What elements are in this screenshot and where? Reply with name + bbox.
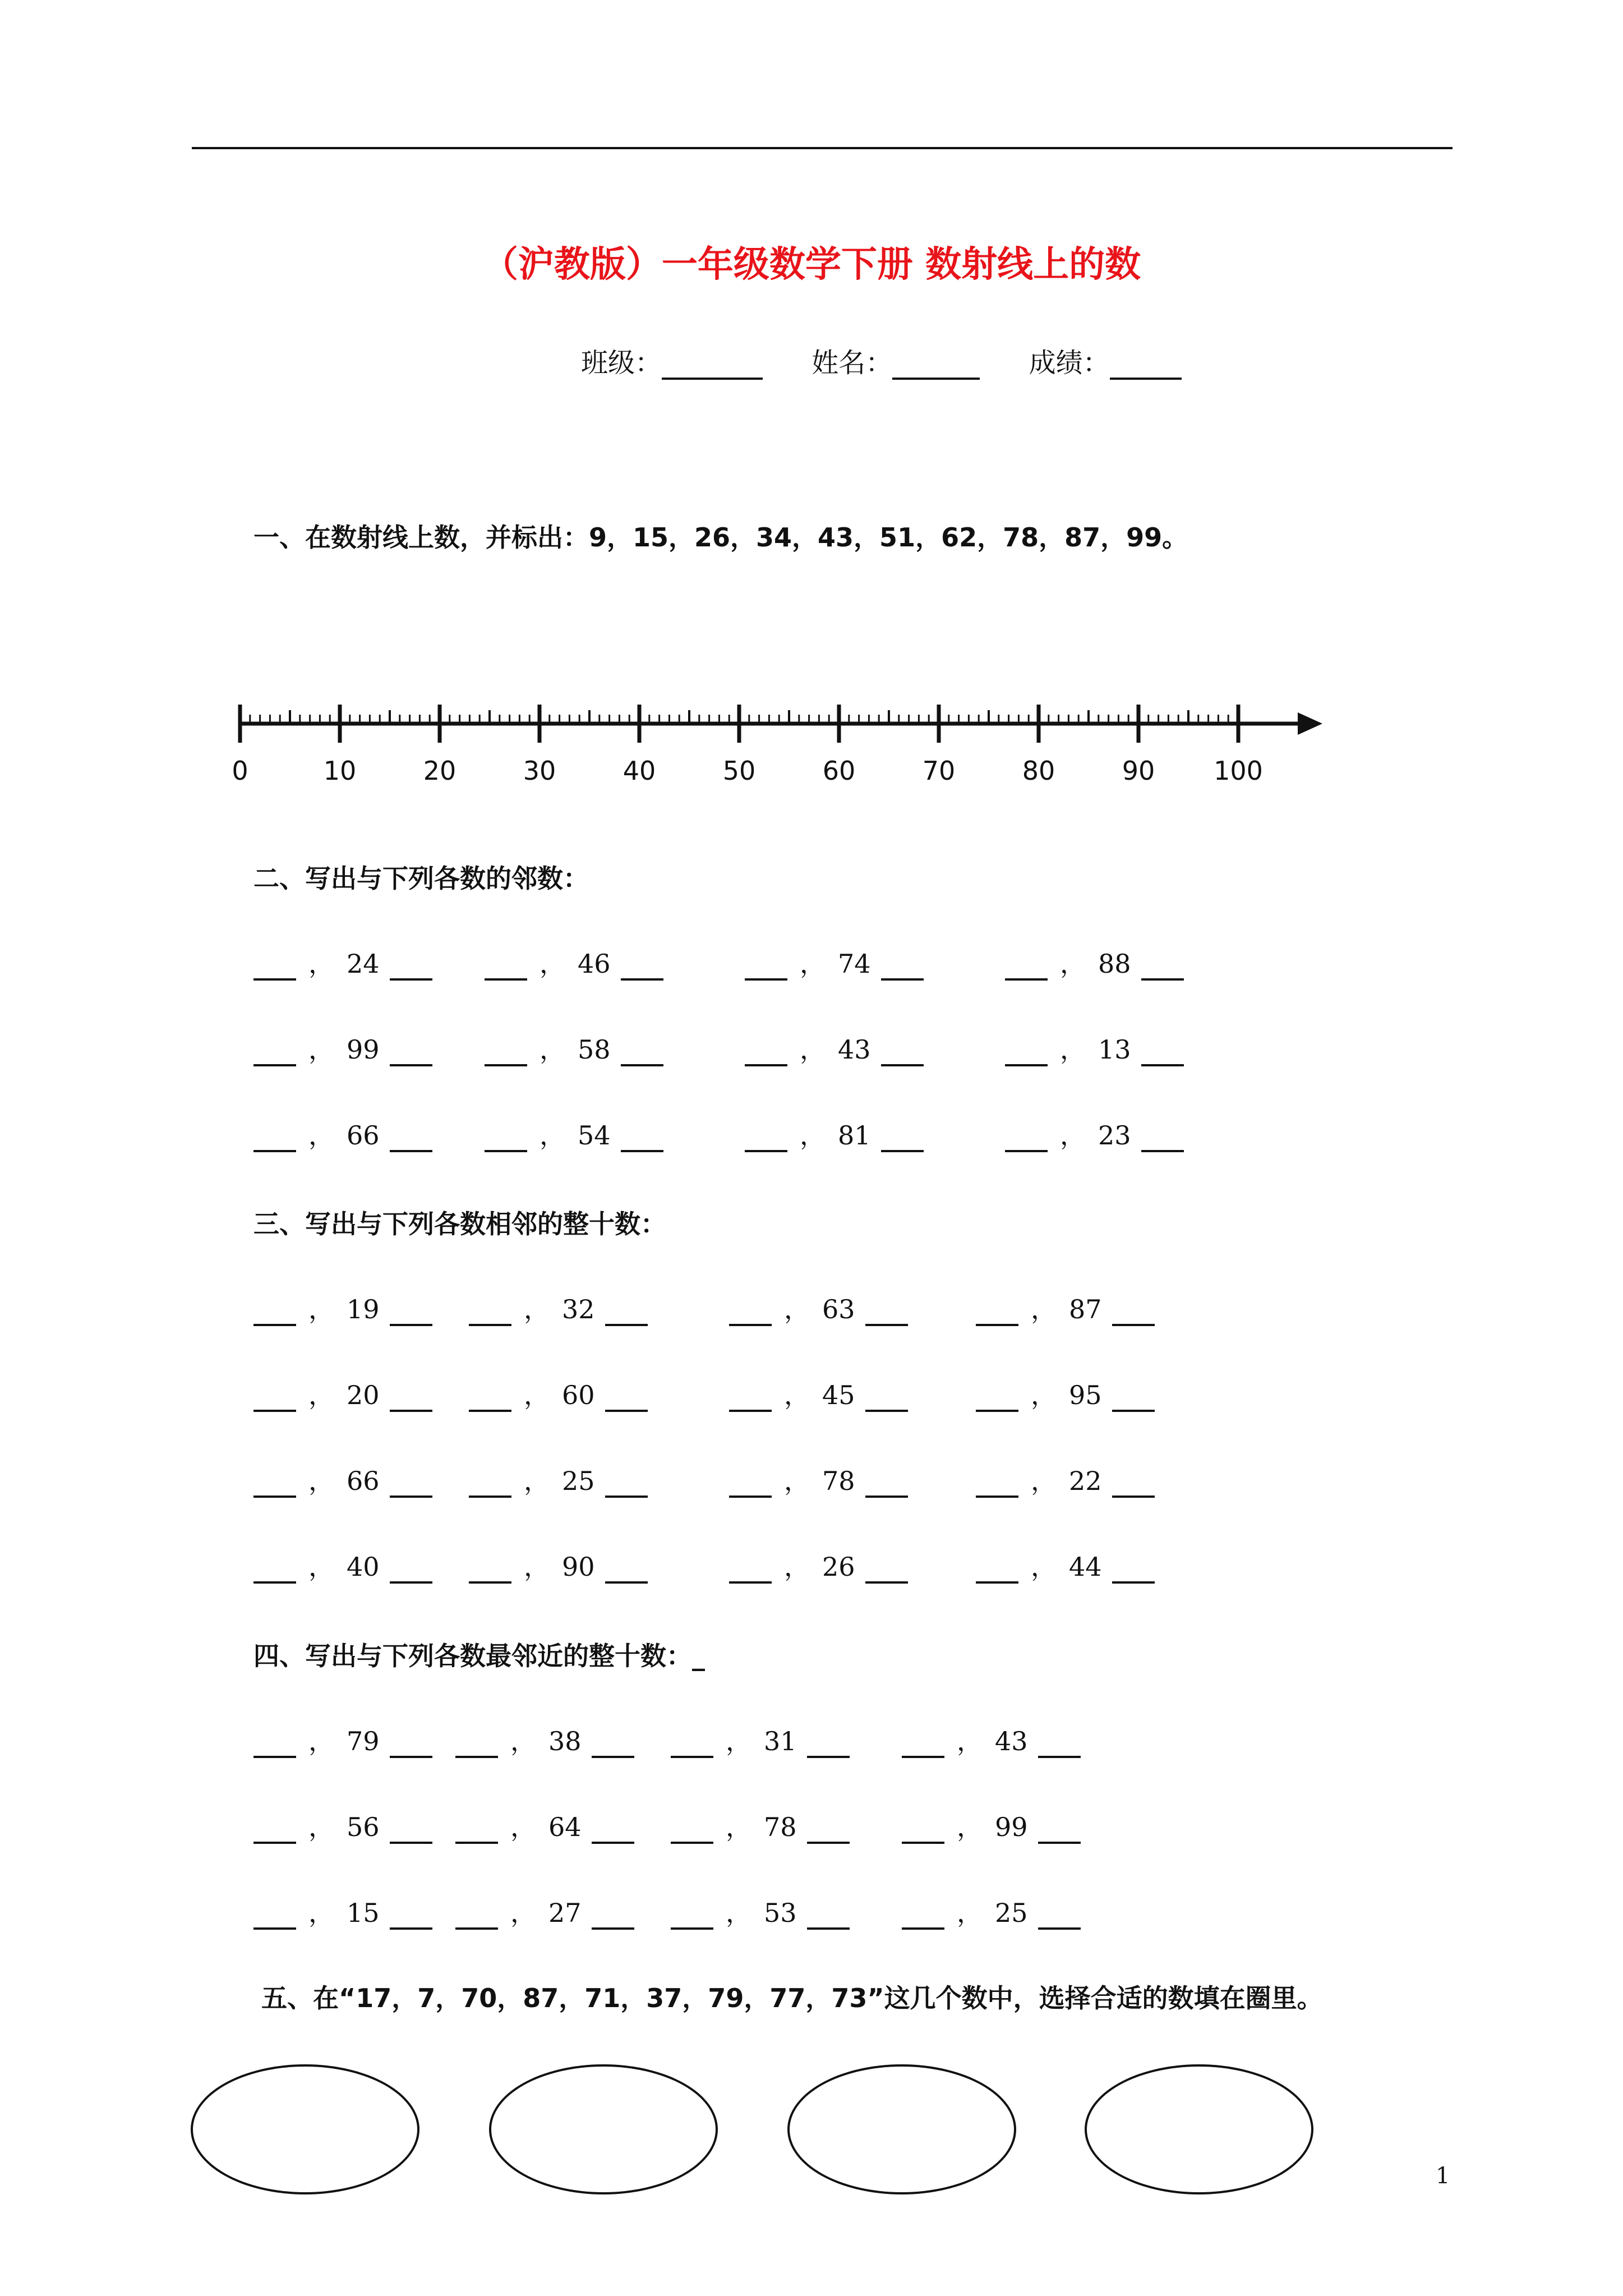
comma: ， bbox=[726, 1898, 751, 1928]
given-number: 25 bbox=[562, 1466, 595, 1496]
exercise-item bbox=[1005, 1029, 1184, 1066]
exercise-item bbox=[671, 1893, 850, 1930]
answer-blank[interactable] bbox=[729, 1470, 772, 1498]
answer-blank[interactable] bbox=[485, 953, 527, 981]
comma: ， bbox=[308, 1120, 334, 1151]
answer-blank[interactable] bbox=[469, 1470, 511, 1498]
exercise-item bbox=[729, 1289, 908, 1326]
exercise-item bbox=[745, 944, 924, 981]
answer-blank[interactable] bbox=[745, 1124, 787, 1152]
answer-blank[interactable] bbox=[390, 1298, 432, 1326]
number-line-label: 70 bbox=[922, 756, 956, 785]
page-number: 1 bbox=[1436, 2163, 1450, 2189]
given-number: 58 bbox=[578, 1034, 611, 1065]
answer-blank[interactable] bbox=[1112, 1384, 1155, 1412]
exercise-item bbox=[485, 1029, 663, 1066]
number-line-label: 30 bbox=[523, 756, 556, 785]
number-line bbox=[224, 696, 1346, 785]
given-number: 38 bbox=[548, 1726, 582, 1756]
comma: ， bbox=[800, 1120, 826, 1151]
section3-heading: 三、写出与下列各数相邻的整十数： bbox=[253, 1209, 666, 1239]
exercise-item bbox=[745, 1029, 924, 1066]
comma: ， bbox=[308, 1552, 334, 1582]
header-rule bbox=[192, 147, 1453, 149]
answer-blank[interactable] bbox=[729, 1298, 772, 1326]
answer-blank[interactable] bbox=[605, 1384, 648, 1412]
given-number: 78 bbox=[822, 1466, 855, 1496]
answer-blank[interactable] bbox=[253, 1902, 296, 1930]
exercise-item bbox=[1005, 944, 1184, 981]
answer-circle[interactable] bbox=[1085, 2064, 1313, 2194]
answer-blank[interactable] bbox=[881, 1038, 924, 1066]
number-line-label: 50 bbox=[722, 756, 756, 785]
name-blank[interactable] bbox=[892, 351, 980, 380]
answer-blank[interactable] bbox=[390, 1384, 432, 1412]
comma: ， bbox=[726, 1726, 751, 1756]
given-number: 13 bbox=[1098, 1034, 1131, 1065]
number-line-arrow bbox=[1298, 712, 1322, 735]
given-number: 56 bbox=[347, 1812, 380, 1842]
comma: ， bbox=[540, 1034, 565, 1065]
exercise-item bbox=[976, 1289, 1155, 1326]
answer-blank[interactable] bbox=[390, 1124, 432, 1152]
answer-blank[interactable] bbox=[865, 1470, 908, 1498]
given-number: 87 bbox=[1069, 1294, 1102, 1324]
exercise-item bbox=[902, 1721, 1081, 1758]
section4-heading: 四、写出与下列各数最邻近的整十数：_ bbox=[253, 1641, 705, 1671]
answer-blank[interactable] bbox=[592, 1816, 634, 1844]
comma: ， bbox=[784, 1294, 810, 1324]
answer-blank[interactable] bbox=[605, 1556, 648, 1584]
given-number: 19 bbox=[347, 1294, 380, 1324]
comma: ， bbox=[308, 1034, 334, 1065]
answer-blank[interactable] bbox=[729, 1556, 772, 1584]
answer-blank[interactable] bbox=[390, 1470, 432, 1498]
given-number: 27 bbox=[548, 1898, 582, 1928]
comma: ， bbox=[800, 949, 826, 979]
answer-blank[interactable] bbox=[253, 1298, 296, 1326]
given-number: 66 bbox=[347, 1466, 380, 1496]
answer-blank[interactable] bbox=[390, 1902, 432, 1930]
comma: ， bbox=[540, 1120, 565, 1151]
name-field bbox=[811, 341, 980, 380]
answer-blank[interactable] bbox=[390, 1038, 432, 1066]
section5-heading: 五、在“17，7，70，87，71，37，79，77，73”这几个数中，选择合适的数填在圈里。 bbox=[261, 1983, 1323, 2013]
answer-blank[interactable] bbox=[253, 1470, 296, 1498]
comma: ， bbox=[784, 1552, 810, 1582]
given-number: 15 bbox=[347, 1898, 380, 1928]
comma: ， bbox=[308, 1898, 334, 1928]
comma: ， bbox=[510, 1726, 536, 1756]
answer-blank[interactable] bbox=[881, 1124, 924, 1152]
comma: ， bbox=[1060, 1034, 1086, 1065]
answer-blank[interactable] bbox=[729, 1384, 772, 1412]
comma: ， bbox=[1031, 1552, 1057, 1582]
exercise-item bbox=[253, 1115, 432, 1152]
number-line-label: 20 bbox=[423, 756, 457, 785]
answer-blank[interactable] bbox=[1112, 1470, 1155, 1498]
answer-blank[interactable] bbox=[976, 1298, 1018, 1326]
section2-heading: 二、写出与下列各数的邻数： bbox=[253, 863, 589, 894]
answer-blank[interactable] bbox=[807, 1730, 850, 1758]
comma: ， bbox=[524, 1294, 550, 1324]
answer-blank[interactable] bbox=[902, 1816, 944, 1844]
given-number: 43 bbox=[995, 1726, 1028, 1756]
answer-blank[interactable] bbox=[902, 1730, 944, 1758]
given-number: 31 bbox=[764, 1726, 797, 1756]
answer-blank[interactable] bbox=[1141, 953, 1184, 981]
answer-blank[interactable] bbox=[865, 1556, 908, 1584]
comma: ， bbox=[540, 949, 565, 979]
answer-blank[interactable] bbox=[1005, 1038, 1048, 1066]
exercise-item bbox=[902, 1807, 1081, 1844]
answer-blank[interactable] bbox=[621, 953, 663, 981]
answer-circle[interactable] bbox=[489, 2064, 718, 2194]
given-number: 45 bbox=[822, 1380, 855, 1410]
exercise-item bbox=[976, 1461, 1155, 1498]
comma: ， bbox=[957, 1726, 983, 1756]
answer-blank[interactable] bbox=[390, 953, 432, 981]
answer-blank[interactable] bbox=[865, 1298, 908, 1326]
number-line-label: 100 bbox=[1214, 756, 1263, 785]
page-title: （沪教版）一年级数学下册 数射线上的数 bbox=[482, 244, 1141, 286]
given-number: 66 bbox=[347, 1120, 380, 1151]
given-number: 32 bbox=[562, 1294, 595, 1324]
name-label: 姓名： bbox=[811, 347, 893, 379]
answer-blank[interactable] bbox=[253, 1038, 296, 1066]
answer-blank[interactable] bbox=[745, 1038, 787, 1066]
comma: ， bbox=[726, 1812, 751, 1842]
answer-blank[interactable] bbox=[976, 1470, 1018, 1498]
class-label: 班级： bbox=[581, 347, 662, 379]
answer-blank[interactable] bbox=[605, 1470, 648, 1498]
answer-blank[interactable] bbox=[253, 1124, 296, 1152]
answer-blank[interactable] bbox=[1038, 1730, 1081, 1758]
number-line-label: 0 bbox=[232, 756, 248, 785]
given-number: 90 bbox=[562, 1552, 595, 1582]
comma: ， bbox=[1031, 1466, 1057, 1496]
exercise-item bbox=[253, 1029, 432, 1066]
given-number: 26 bbox=[822, 1552, 855, 1582]
student-info bbox=[581, 341, 1222, 380]
answer-blank[interactable] bbox=[390, 1556, 432, 1584]
answer-blank[interactable] bbox=[605, 1298, 648, 1326]
section1-heading: 一、在数射线上数，并标出：9，15，26，34，43，51，62，78，87，99。 bbox=[253, 522, 1188, 553]
answer-blank[interactable] bbox=[455, 1730, 498, 1758]
exercise-item bbox=[253, 1461, 432, 1498]
exercise-item bbox=[745, 1115, 924, 1152]
answer-blank[interactable] bbox=[976, 1556, 1018, 1584]
answer-blank[interactable] bbox=[745, 953, 787, 981]
answer-blank[interactable] bbox=[902, 1902, 944, 1930]
comma: ， bbox=[308, 1466, 334, 1496]
exercise-item bbox=[253, 1547, 432, 1584]
exercise-item bbox=[729, 1547, 908, 1584]
exercise-item bbox=[469, 1375, 648, 1412]
class-blank[interactable] bbox=[662, 351, 763, 380]
answer-blank[interactable] bbox=[469, 1556, 511, 1584]
answer-blank[interactable] bbox=[592, 1902, 634, 1930]
given-number: 43 bbox=[838, 1034, 871, 1065]
comma: ， bbox=[784, 1466, 810, 1496]
given-number: 63 bbox=[822, 1294, 855, 1324]
answer-circle[interactable] bbox=[787, 2064, 1016, 2194]
answer-blank[interactable] bbox=[671, 1730, 713, 1758]
given-number: 81 bbox=[838, 1120, 871, 1151]
given-number: 88 bbox=[1098, 949, 1131, 979]
exercise-item bbox=[976, 1547, 1155, 1584]
answer-blank[interactable] bbox=[253, 1384, 296, 1412]
exercise-item bbox=[253, 944, 432, 981]
answer-blank[interactable] bbox=[253, 1556, 296, 1584]
class-field bbox=[581, 341, 763, 380]
given-number: 23 bbox=[1098, 1120, 1131, 1151]
score-label: 成绩： bbox=[1029, 347, 1110, 379]
answer-blank[interactable] bbox=[592, 1730, 634, 1758]
comma: ， bbox=[800, 1034, 826, 1065]
exercise-item bbox=[671, 1807, 850, 1844]
answer-blank[interactable] bbox=[1112, 1556, 1155, 1584]
exercise-item bbox=[671, 1721, 850, 1758]
comma: ， bbox=[1060, 949, 1086, 979]
exercise-item bbox=[253, 1893, 432, 1930]
number-line-label: 90 bbox=[1122, 756, 1155, 785]
number-line-label: 10 bbox=[323, 756, 357, 785]
answer-blank[interactable] bbox=[390, 1816, 432, 1844]
comma: ， bbox=[524, 1552, 550, 1582]
exercise-item bbox=[253, 1721, 432, 1758]
given-number: 99 bbox=[995, 1812, 1028, 1842]
comma: ， bbox=[957, 1898, 983, 1928]
comma: ， bbox=[308, 1294, 334, 1324]
answer-blank[interactable] bbox=[671, 1902, 713, 1930]
given-number: 46 bbox=[578, 949, 611, 979]
comma: ， bbox=[784, 1380, 810, 1410]
answer-blank[interactable] bbox=[1038, 1816, 1081, 1844]
exercise-item bbox=[902, 1893, 1081, 1930]
given-number: 25 bbox=[995, 1898, 1028, 1928]
comma: ， bbox=[308, 1812, 334, 1842]
answer-blank[interactable] bbox=[807, 1816, 850, 1844]
exercise-item bbox=[729, 1461, 908, 1498]
answer-circles bbox=[191, 2064, 1324, 2199]
comma: ， bbox=[524, 1466, 550, 1496]
answer-blank[interactable] bbox=[253, 953, 296, 981]
exercise-item bbox=[455, 1807, 634, 1844]
given-number: 78 bbox=[764, 1812, 797, 1842]
given-number: 20 bbox=[347, 1380, 380, 1410]
exercise-item bbox=[469, 1547, 648, 1584]
answer-blank[interactable] bbox=[807, 1902, 850, 1930]
exercise-item bbox=[485, 1115, 663, 1152]
comma: ， bbox=[308, 1380, 334, 1410]
answer-blank[interactable] bbox=[671, 1816, 713, 1844]
comma: ， bbox=[524, 1380, 550, 1410]
exercise-item bbox=[485, 944, 663, 981]
given-number: 54 bbox=[578, 1120, 611, 1151]
given-number: 44 bbox=[1069, 1552, 1102, 1582]
exercise-item bbox=[253, 1375, 432, 1412]
answer-blank[interactable] bbox=[455, 1902, 498, 1930]
exercise-item bbox=[469, 1289, 648, 1326]
exercise-item bbox=[729, 1375, 908, 1412]
score-blank[interactable] bbox=[1110, 351, 1182, 380]
exercise-item bbox=[253, 1289, 432, 1326]
given-number: 53 bbox=[764, 1898, 797, 1928]
answer-blank[interactable] bbox=[485, 1124, 527, 1152]
comma: ， bbox=[308, 1726, 334, 1756]
answer-blank[interactable] bbox=[976, 1384, 1018, 1412]
given-number: 60 bbox=[562, 1380, 595, 1410]
given-number: 99 bbox=[347, 1034, 380, 1065]
given-number: 22 bbox=[1069, 1466, 1102, 1496]
answer-blank[interactable] bbox=[469, 1384, 511, 1412]
answer-blank[interactable] bbox=[1112, 1298, 1155, 1326]
given-number: 64 bbox=[548, 1812, 582, 1842]
answer-blank[interactable] bbox=[1005, 1124, 1048, 1152]
exercise-item bbox=[1005, 1115, 1184, 1152]
given-number: 95 bbox=[1069, 1380, 1102, 1410]
answer-blank[interactable] bbox=[253, 1730, 296, 1758]
given-number: 74 bbox=[838, 949, 871, 979]
number-line-label: 60 bbox=[822, 756, 856, 785]
number-line-label: 40 bbox=[623, 756, 656, 785]
answer-blank[interactable] bbox=[1141, 1124, 1184, 1152]
given-number: 40 bbox=[347, 1552, 380, 1582]
exercise-item bbox=[469, 1461, 648, 1498]
number-line-labels bbox=[232, 756, 1263, 785]
comma: ， bbox=[308, 949, 334, 979]
answer-blank[interactable] bbox=[253, 1816, 296, 1844]
exercise-item bbox=[253, 1807, 432, 1844]
answer-blank[interactable] bbox=[621, 1038, 663, 1066]
comma: ， bbox=[957, 1812, 983, 1842]
answer-blank[interactable] bbox=[455, 1816, 498, 1844]
answer-blank[interactable] bbox=[485, 1038, 527, 1066]
number-line-ticks bbox=[240, 705, 1238, 743]
comma: ， bbox=[510, 1812, 536, 1842]
number-line-label: 80 bbox=[1022, 756, 1055, 785]
comma: ， bbox=[1031, 1294, 1057, 1324]
answer-blank[interactable] bbox=[621, 1124, 663, 1152]
answer-blank[interactable] bbox=[881, 953, 924, 981]
exercise-item bbox=[455, 1721, 634, 1758]
given-number: 24 bbox=[347, 949, 380, 979]
answer-circle[interactable] bbox=[191, 2064, 419, 2194]
comma: ， bbox=[1060, 1120, 1086, 1151]
answer-blank[interactable] bbox=[865, 1384, 908, 1412]
comma: ， bbox=[510, 1898, 536, 1928]
answer-blank[interactable] bbox=[1141, 1038, 1184, 1066]
answer-blank[interactable] bbox=[1005, 953, 1048, 981]
answer-blank[interactable] bbox=[1038, 1902, 1081, 1930]
exercise-item bbox=[976, 1375, 1155, 1412]
score-field bbox=[1029, 341, 1182, 380]
comma: ， bbox=[1031, 1380, 1057, 1410]
given-number: 79 bbox=[347, 1726, 380, 1756]
answer-blank[interactable] bbox=[469, 1298, 511, 1326]
answer-blank[interactable] bbox=[390, 1730, 432, 1758]
exercise-item bbox=[455, 1893, 634, 1930]
